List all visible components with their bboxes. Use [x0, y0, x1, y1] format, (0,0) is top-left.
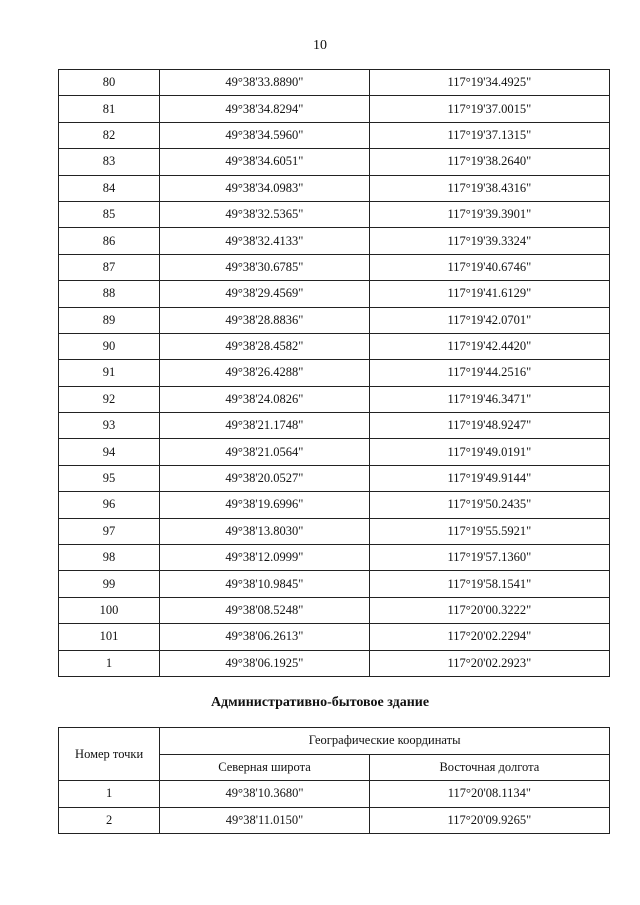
table-row	[59, 807, 610, 834]
point-number-cell: 1	[59, 781, 160, 808]
longitude-cell: 117°19'50.2435"	[369, 492, 609, 518]
table-row	[59, 465, 610, 491]
latitude-cell: 49°38'30.6785"	[160, 254, 370, 280]
table-row	[59, 650, 610, 676]
table-row	[59, 201, 610, 227]
table-row	[59, 122, 610, 148]
point-number-cell: 101	[59, 624, 160, 650]
longitude-cell: 117°19'48.9247"	[369, 413, 609, 439]
point-number-cell: 86	[59, 228, 160, 254]
table-row	[59, 439, 610, 465]
longitude-cell: 117°20'02.2294"	[369, 624, 609, 650]
header-point-number: Номер точки	[59, 728, 160, 781]
section-title: Административно-бытовое здание	[210, 695, 430, 710]
table-row	[59, 254, 610, 280]
point-number-cell: 99	[59, 571, 160, 597]
longitude-cell: 117°19'49.0191"	[369, 439, 609, 465]
point-number-cell: 81	[59, 96, 160, 122]
table-row	[59, 70, 610, 96]
point-number-cell: 84	[59, 175, 160, 201]
latitude-cell: 49°38'32.5365"	[160, 201, 370, 227]
point-number-cell: 85	[59, 201, 160, 227]
longitude-cell: 117°19'42.0701"	[369, 307, 609, 333]
point-number-cell: 91	[59, 360, 160, 386]
point-number-cell: 98	[59, 545, 160, 571]
table-row	[59, 492, 610, 518]
table-row	[59, 518, 610, 544]
table-row	[59, 781, 610, 808]
latitude-cell: 49°38'19.6996"	[160, 492, 370, 518]
table-row	[59, 360, 610, 386]
point-number-cell: 95	[59, 465, 160, 491]
longitude-cell: 117°19'41.6129"	[369, 281, 609, 307]
point-number-cell: 92	[59, 386, 160, 412]
longitude-cell: 117°19'55.5921"	[369, 518, 609, 544]
point-number-cell: 89	[59, 307, 160, 333]
page-number: 10	[313, 38, 327, 53]
point-number-cell: 80	[59, 70, 160, 96]
longitude-cell: 117°19'39.3901"	[369, 201, 609, 227]
table-row	[59, 307, 610, 333]
latitude-cell: 49°38'29.4569"	[160, 281, 370, 307]
longitude-cell: 117°19'37.1315"	[369, 122, 609, 148]
longitude-cell: 117°19'34.4925"	[369, 70, 609, 96]
latitude-cell: 49°38'06.1925"	[160, 650, 370, 676]
point-number-cell: 1	[59, 650, 160, 676]
latitude-cell: 49°38'08.5248"	[160, 597, 370, 623]
latitude-cell: 49°38'34.5960"	[160, 122, 370, 148]
latitude-cell: 49°38'32.4133"	[160, 228, 370, 254]
table-row	[59, 624, 610, 650]
table-row	[59, 571, 610, 597]
table-row	[59, 597, 610, 623]
longitude-cell: 117°19'38.4316"	[369, 175, 609, 201]
latitude-cell: 49°38'13.8030"	[160, 518, 370, 544]
latitude-cell: 49°38'34.6051"	[160, 149, 370, 175]
point-number-cell: 94	[59, 439, 160, 465]
table-row	[59, 281, 610, 307]
point-number-cell: 2	[59, 807, 160, 834]
longitude-cell: 117°19'37.0015"	[369, 96, 609, 122]
latitude-cell: 49°38'12.0999"	[160, 545, 370, 571]
longitude-cell: 117°19'42.4420"	[369, 333, 609, 359]
table-row	[59, 413, 610, 439]
coordinates-table	[58, 69, 610, 677]
latitude-cell: 49°38'20.0527"	[160, 465, 370, 491]
latitude-cell: 49°38'21.0564"	[160, 439, 370, 465]
longitude-cell: 117°20'09.9265"	[369, 807, 609, 834]
point-number-cell: 90	[59, 333, 160, 359]
point-number-cell: 88	[59, 281, 160, 307]
longitude-cell: 117°19'40.6746"	[369, 254, 609, 280]
latitude-cell: 49°38'34.0983"	[160, 175, 370, 201]
latitude-cell: 49°38'26.4288"	[160, 360, 370, 386]
latitude-cell: 49°38'28.4582"	[160, 333, 370, 359]
point-number-cell: 96	[59, 492, 160, 518]
table-row	[59, 96, 610, 122]
latitude-cell: 49°38'06.2613"	[160, 624, 370, 650]
latitude-cell: 49°38'34.8294"	[160, 96, 370, 122]
point-number-cell: 83	[59, 149, 160, 175]
point-number-cell: 100	[59, 597, 160, 623]
longitude-cell: 117°19'58.1541"	[369, 571, 609, 597]
latitude-cell: 49°38'10.9845"	[160, 571, 370, 597]
longitude-cell: 117°20'08.1134"	[369, 781, 609, 808]
longitude-cell: 117°19'44.2516"	[369, 360, 609, 386]
point-number-cell: 87	[59, 254, 160, 280]
latitude-cell: 49°38'24.0826"	[160, 386, 370, 412]
latitude-cell: 49°38'11.0150"	[160, 807, 370, 834]
latitude-cell: 49°38'21.1748"	[160, 413, 370, 439]
longitude-cell: 117°19'57.1360"	[369, 545, 609, 571]
table-row	[59, 333, 610, 359]
point-number-cell: 93	[59, 413, 160, 439]
point-number-cell: 97	[59, 518, 160, 544]
point-number-cell: 82	[59, 122, 160, 148]
table-row	[59, 386, 610, 412]
table-row	[59, 228, 610, 254]
longitude-cell: 117°19'38.2640"	[369, 149, 609, 175]
longitude-cell: 117°20'00.3222"	[369, 597, 609, 623]
latitude-cell: 49°38'33.8890"	[160, 70, 370, 96]
admin-building-table	[58, 727, 610, 834]
header-row	[59, 728, 610, 755]
table-row	[59, 175, 610, 201]
table-row	[59, 545, 610, 571]
header-geo-coordinates: Географические координаты	[160, 728, 610, 755]
longitude-cell: 117°19'46.3471"	[369, 386, 609, 412]
latitude-cell: 49°38'28.8836"	[160, 307, 370, 333]
longitude-cell: 117°19'39.3324"	[369, 228, 609, 254]
longitude-cell: 117°20'02.2923"	[369, 650, 609, 676]
latitude-cell: 49°38'10.3680"	[160, 781, 370, 808]
table-row	[59, 149, 610, 175]
longitude-cell: 117°19'49.9144"	[369, 465, 609, 491]
header-latitude: Северная широта	[160, 754, 370, 781]
header-longitude: Восточная долгота	[369, 754, 609, 781]
